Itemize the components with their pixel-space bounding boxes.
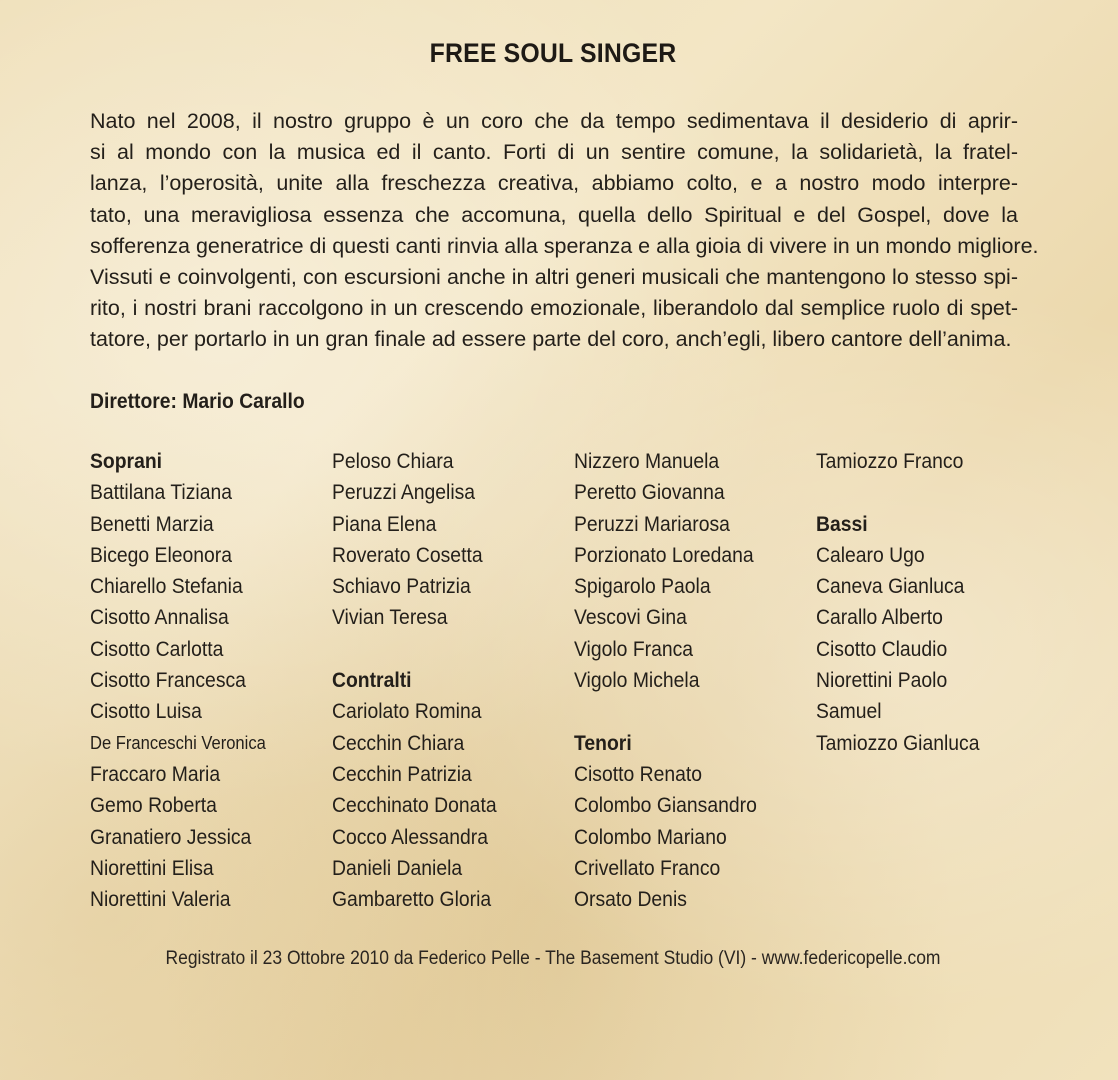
spacer [332,634,548,665]
intro-line: Nato nel 2008, il nostro gruppo è un coro che da tempo sedimentava il desiderio di aprir- [90,109,1018,133]
recording-credit: Registrato il 23 Ottobre 2010 da Federico Pelle - The Basement Studio (VI) - www.federicopelle.com [165,948,941,969]
member-name: Cisotto Claudio [816,636,948,661]
member-name: Roverato Cosetta [332,542,483,567]
choir-column-3 [574,446,814,915]
member-name: Gambaretto Gloria [332,887,492,912]
member-name: Colombo Mariano [574,824,727,849]
member-name: Crivellato Franco [574,855,721,880]
member-name: Cecchin Chiara [332,730,465,755]
member-name: Cisotto Francesca [90,668,246,693]
spacer [816,477,1032,508]
member-name: Vigolo Michela [574,668,700,693]
section-heading-contralti: Contralti [332,668,412,693]
member-name: Peruzzi Mariarosa [574,511,730,536]
member-name: Battilana Tiziana [90,480,232,505]
member-name: Niorettini Valeria [90,887,231,912]
section-heading-tenori: Tenori [574,730,632,755]
member-name: Cisotto Renato [574,761,702,786]
member-name: Granatiero Jessica [90,824,252,849]
member-name: Danieli Daniela [332,855,463,880]
member-name: Peruzzi Angelisa [332,480,476,505]
member-name: Calearo Ugo [816,542,925,567]
choir-column-2 [332,446,572,915]
member-name: Vescovi Gina [574,605,687,630]
member-name: Spigarolo Paola [574,574,711,599]
intro-line: rito, i nostri brani raccolgono in un crescendo emozionale, liberandolo dal semplice ruolo di spet- [90,296,1018,321]
member-name: Cariolato Romina [332,699,482,724]
member-name: Vivian Teresa [332,605,448,630]
intro-line: tato, una meravigliosa essenza che accomuna, quella dello Spiritual e del Gospel, dove la [90,202,1018,227]
member-name: Colombo Giansandro [574,793,757,818]
member-name: Cisotto Annalisa [90,605,229,630]
section-heading-bassi: Bassi [816,511,868,536]
intro-line: tatore, per portarlo in un gran finale ad essere parte del coro, anch’egli, libero cantore dell’anima. [90,327,1012,352]
member-name: Chiarello Stefania [90,574,243,599]
section-heading-soprani: Soprani [90,449,163,473]
member-name: Piana Elena [332,511,437,536]
member-name: Cisotto Luisa [90,699,202,724]
member-name: Schiavo Patrizia [332,574,471,599]
member-name: Cocco Alessandra [332,824,488,849]
member-name: Niorettini Elisa [90,855,214,880]
member-name: Carallo Alberto [816,605,943,630]
member-name: Porzionato Loredana [574,542,754,567]
page-title: FREE SOUL SINGER [429,38,677,68]
member-name: Nizzero Manuela [574,449,720,473]
member-name: Orsato Denis [574,887,687,912]
member-name: De Franceschi Veronica [90,732,266,753]
choir-column-4 [816,446,1056,759]
member-name: Peretto Giovanna [574,480,725,505]
member-name: Samuel [816,699,882,724]
member-name: Cecchinato Donata [332,793,497,818]
member-name: Vigolo Franca [574,636,694,661]
member-name: Cecchin Patrizia [332,761,472,786]
member-name: Gemo Roberta [90,793,217,818]
intro-paragraph [90,106,1039,356]
choir-column-1 [90,446,330,915]
member-name: Niorettini Paolo [816,668,948,693]
member-name: Tamiozzo Franco [816,449,964,473]
member-name: Cisotto Carlotta [90,636,224,661]
member-name: Peloso Chiara [332,449,454,473]
member-name: Bicego Eleonora [90,542,233,567]
member-name: Caneva Gianluca [816,574,965,599]
member-name: Fraccaro Maria [90,761,221,786]
intro-line: sofferenza generatrice di questi canti rinvia alla speranza e alla gioia di vivere in un mondo migliore. [90,233,1039,258]
director-credit: Direttore: Mario Carallo [90,390,305,413]
member-name: Tamiozzo Gianluca [816,730,980,755]
intro-line: lanza, l’operosità, unite alla freschezza creativa, abbiamo colto, e a nostro modo interpre- [90,171,1018,196]
member-name: Benetti Marzia [90,511,214,536]
spacer [574,696,790,727]
intro-line: Vissuti e coinvolgenti, con escursioni anche in altri generi musicali che mantengono lo stesso spi- [90,265,1018,290]
intro-line: si al mondo con la musica ed il canto. Forti di un sentire comune, la solidarietà, la fratel- [90,140,1018,165]
